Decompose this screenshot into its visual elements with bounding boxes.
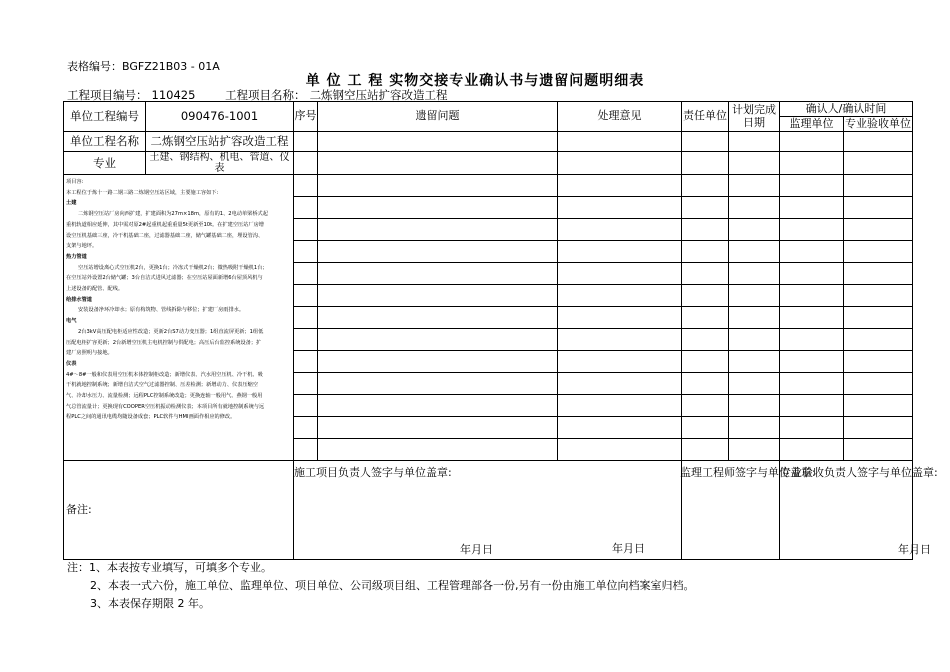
section-line: 建厂房照明与接地。 bbox=[66, 350, 113, 357]
specialty-label: 专业 bbox=[64, 152, 146, 175]
grid-cell[interactable] bbox=[558, 285, 682, 307]
grid-cell[interactable] bbox=[682, 263, 729, 285]
grid-cell[interactable] bbox=[558, 439, 682, 461]
footnote-1: 注：1、本表按专业填写，可填多个专业。 bbox=[67, 561, 272, 574]
grid-cell[interactable] bbox=[318, 439, 558, 461]
content-heading: 项目容: bbox=[66, 179, 84, 185]
grid-cell[interactable] bbox=[558, 351, 682, 373]
project-content-text bbox=[66, 177, 291, 423]
grid-cell[interactable] bbox=[294, 417, 318, 439]
grid-cell[interactable] bbox=[729, 241, 780, 263]
grid-cell[interactable] bbox=[844, 329, 913, 351]
grid-cell[interactable] bbox=[729, 219, 780, 241]
grid-cell[interactable] bbox=[294, 351, 318, 373]
section-line: 支架与地坪。 bbox=[66, 243, 98, 250]
grid-cell[interactable] bbox=[294, 219, 318, 241]
grid-cell[interactable] bbox=[318, 263, 558, 285]
grid-cell[interactable] bbox=[780, 417, 844, 439]
grid-cell[interactable] bbox=[729, 263, 780, 285]
grid-cell[interactable] bbox=[844, 351, 913, 373]
section-line: 安装设备净环冷却水；原有构筑物、管线拆除与移位；扩建厂房雨排水。 bbox=[78, 307, 245, 314]
grid-cell[interactable] bbox=[294, 439, 318, 461]
grid-cell[interactable] bbox=[558, 373, 682, 395]
grid-cell[interactable] bbox=[294, 285, 318, 307]
grid-cell[interactable] bbox=[318, 241, 558, 263]
grid-cell[interactable] bbox=[780, 373, 844, 395]
grid-cell[interactable] bbox=[780, 152, 844, 175]
grid-cell[interactable] bbox=[558, 307, 682, 329]
grid-cell[interactable] bbox=[294, 132, 318, 152]
unit-name-label: 单位工程名称 bbox=[64, 132, 146, 152]
grid-cell[interactable] bbox=[729, 417, 780, 439]
grid-cell[interactable] bbox=[844, 439, 913, 461]
grid-cell[interactable] bbox=[682, 351, 729, 373]
acceptance-signature-box[interactable] bbox=[780, 461, 938, 560]
grid-cell[interactable] bbox=[729, 351, 780, 373]
grid-cell[interactable] bbox=[729, 307, 780, 329]
grid-cell[interactable] bbox=[318, 395, 558, 417]
grid-cell[interactable] bbox=[682, 395, 729, 417]
grid-cell[interactable] bbox=[294, 373, 318, 395]
content-intro: 本工程位于炼十一路二钢三路二炼钢空压站区域，主要施工容如下: bbox=[66, 189, 219, 196]
grid-cell[interactable] bbox=[294, 241, 318, 263]
grid-cell[interactable] bbox=[318, 152, 558, 175]
section-line: 在空压站外设置2台储气罐；3台自洁式进风过滤器；在空压站屋面新增6台屋顶风机与 bbox=[66, 275, 263, 282]
unit-name-value: 二炼钢空压站扩容改造工程 bbox=[146, 132, 294, 152]
grid-cell[interactable] bbox=[318, 197, 558, 219]
grid-cell[interactable] bbox=[844, 132, 913, 152]
grid-cell[interactable] bbox=[729, 197, 780, 219]
grid-cell[interactable] bbox=[294, 307, 318, 329]
grid-cell[interactable] bbox=[318, 351, 558, 373]
grid-cell[interactable] bbox=[729, 329, 780, 351]
grid-cell[interactable] bbox=[294, 395, 318, 417]
grid-cell[interactable] bbox=[844, 417, 913, 439]
grid-cell[interactable] bbox=[318, 175, 558, 197]
section-line: 上述设备的配管、配线。 bbox=[66, 286, 124, 293]
grid-cell[interactable] bbox=[729, 175, 780, 197]
section-line: 2台3kV高压配电柜适应性改造；更新2台S7动力变压器；1组直流屏更新；1组低 bbox=[78, 328, 264, 335]
supervisor-signature-box[interactable] bbox=[680, 461, 816, 560]
supervisor-signature-date: 年月日 bbox=[612, 542, 645, 555]
grid-cell[interactable] bbox=[729, 439, 780, 461]
section-line: 空压站增设离心式空压机2台，更换1台；冷冻式干燥机2台；微热吸附干燥机1台； bbox=[78, 264, 268, 271]
grid-cell[interactable] bbox=[558, 395, 682, 417]
grid-cell[interactable] bbox=[729, 285, 780, 307]
section-line: 气、冷却水压力、流量检测；远程PLC控制系统改造；更换连轴一般用气、燕钢一般用 bbox=[66, 393, 263, 400]
grid-cell[interactable] bbox=[780, 263, 844, 285]
grid-cell[interactable] bbox=[780, 285, 844, 307]
grid-cell[interactable] bbox=[318, 417, 558, 439]
grid-cell[interactable] bbox=[844, 175, 913, 197]
grid-cell[interactable] bbox=[682, 307, 729, 329]
grid-cell[interactable] bbox=[682, 241, 729, 263]
grid-cell[interactable] bbox=[318, 373, 558, 395]
grid-cell[interactable] bbox=[780, 132, 844, 152]
grid-cell[interactable] bbox=[558, 219, 682, 241]
grid-cell[interactable] bbox=[558, 241, 682, 263]
section-title: 土建 bbox=[66, 200, 77, 207]
grid-cell[interactable] bbox=[780, 219, 844, 241]
grid-cell[interactable] bbox=[318, 307, 558, 329]
grid-cell[interactable] bbox=[682, 417, 729, 439]
section-line: 重机轨道相应延伸，其中需对原2#起重机起重重量5t更新至10t。在扩建空压站厂房增 bbox=[66, 221, 264, 228]
section-line: 二炼钢空压站厂房向西扩建，扩建面积为27m×18m，原有的1、2电动单梁桥式起 bbox=[78, 211, 268, 218]
footnotes bbox=[67, 559, 695, 613]
grid-cell[interactable] bbox=[294, 263, 318, 285]
grid-cell[interactable] bbox=[729, 373, 780, 395]
grid-cell[interactable] bbox=[318, 285, 558, 307]
grid-cell[interactable] bbox=[682, 219, 729, 241]
grid-cell[interactable] bbox=[558, 152, 682, 175]
grid-cell[interactable] bbox=[780, 329, 844, 351]
grid-cell[interactable] bbox=[558, 197, 682, 219]
grid-cell[interactable] bbox=[844, 395, 913, 417]
grid-cell[interactable] bbox=[844, 241, 913, 263]
project-name-label: 工程项目名称： bbox=[225, 88, 306, 102]
grid-cell[interactable] bbox=[780, 175, 844, 197]
grid-cell[interactable] bbox=[682, 439, 729, 461]
grid-cell[interactable] bbox=[729, 395, 780, 417]
footnote-2: 2、本表一式六份，施工单位、监理单位、项目单位、公司级项目组、工程管理部各一份,另有一份由施工单位向档案室归档。 bbox=[90, 579, 695, 592]
header-opinion: 处理意见 bbox=[558, 102, 682, 132]
grid-cell[interactable] bbox=[682, 373, 729, 395]
specialty-value: 土建、钢结构、机电、管道、仪表 bbox=[146, 152, 294, 175]
form-code: 表格编号：BGFZ21B03 - 01A bbox=[67, 60, 220, 73]
grid-cell[interactable] bbox=[682, 152, 729, 175]
section-title: 给排水管道 bbox=[66, 296, 92, 303]
grid-cell[interactable] bbox=[294, 175, 318, 197]
section-title: 热力管道 bbox=[66, 253, 87, 260]
header-supervisor: 监理单位 bbox=[780, 117, 844, 132]
header-responsible: 责任单位 bbox=[682, 102, 729, 132]
grid-cell[interactable] bbox=[558, 132, 682, 152]
grid-cell[interactable] bbox=[682, 329, 729, 351]
contractor-signature-label: 施工项目负责人签字与单位盖章: bbox=[294, 466, 452, 479]
grid-cell[interactable] bbox=[780, 351, 844, 373]
grid-cell[interactable] bbox=[558, 263, 682, 285]
grid-cell[interactable] bbox=[844, 373, 913, 395]
grid-cell[interactable] bbox=[318, 132, 558, 152]
grid-cell[interactable] bbox=[558, 175, 682, 197]
grid-cell[interactable] bbox=[729, 132, 780, 152]
project-number-label: 工程项目编号： bbox=[67, 88, 148, 102]
section-line: 干机就地控制系统；新增自洁式空气过滤器控制、压差检测；新增动力、仪表压缩空 bbox=[66, 382, 258, 389]
section-line: 气总管流量计；更换现有COOPER空压机振动检测仪表；本项目所有就地控制系统与远 bbox=[66, 403, 265, 410]
acceptance-signature-label: 专业验收负责人签字与单位盖章: bbox=[780, 466, 938, 479]
grid-cell[interactable] bbox=[294, 329, 318, 351]
contractor-signature-date: 年月日 bbox=[460, 542, 493, 556]
header-planned-date: 计划完成日期 bbox=[729, 102, 780, 132]
grid-cell[interactable] bbox=[294, 197, 318, 219]
acceptance-signature-date: 年月日 bbox=[898, 542, 931, 556]
header-issue: 遗留问题 bbox=[318, 102, 558, 132]
unit-number-label: 单位工程编号 bbox=[64, 102, 146, 132]
grid-cell[interactable] bbox=[318, 219, 558, 241]
unit-number-value: 090476-1001 bbox=[146, 102, 294, 132]
grid-cell[interactable] bbox=[682, 285, 729, 307]
grid-cell[interactable] bbox=[844, 307, 913, 329]
grid-cell[interactable] bbox=[682, 132, 729, 152]
header-acceptance: 专业验收单位 bbox=[845, 116, 911, 130]
grid-cell[interactable] bbox=[558, 417, 682, 439]
section-title: 电气 bbox=[66, 318, 77, 325]
project-content-cell bbox=[64, 175, 294, 461]
document-title: 单 位 工 程 实物交接专业确认书与遗留问题明细表 bbox=[305, 73, 645, 89]
grid-cell[interactable] bbox=[558, 329, 682, 351]
project-name-value: 二炼钢空压站扩容改造工程 bbox=[309, 88, 448, 102]
section-line: 4#～8#一般和仪表用空压机本体控制柜改造；新增仪表、汽水用空压机、冷干机、吸 bbox=[66, 371, 263, 378]
header-confirm-group: 确认人/确认时间 bbox=[780, 102, 913, 117]
grid-cell[interactable] bbox=[780, 307, 844, 329]
footnote-3: 3、本表保存期限 2 年。 bbox=[90, 597, 210, 610]
section-line: 压配电柜扩容更新；2台新增空压机主电机控制与供配电；高压后台监控系统设备；扩 bbox=[66, 339, 262, 346]
grid-cell[interactable] bbox=[780, 439, 844, 461]
grid-cell[interactable] bbox=[318, 329, 558, 351]
header-seq: 序号 bbox=[294, 102, 318, 132]
section-line: 程PLC之间的通讯电缆均随设备成套；PLC软件与HMI画面作相应的修改。 bbox=[66, 414, 236, 421]
main-form-table bbox=[63, 101, 938, 560]
supervisor-signature-label: 监理工程师签字与单位盖章: bbox=[680, 466, 816, 479]
grid-cell[interactable] bbox=[780, 197, 844, 219]
grid-cell[interactable] bbox=[780, 241, 844, 263]
grid-cell[interactable] bbox=[729, 152, 780, 175]
grid-cell[interactable] bbox=[844, 285, 913, 307]
grid-cell[interactable] bbox=[682, 175, 729, 197]
grid-cell[interactable] bbox=[682, 197, 729, 219]
grid-cell[interactable] bbox=[294, 152, 318, 175]
notes-cell: 备注: bbox=[64, 461, 294, 560]
grid-cell[interactable] bbox=[844, 263, 913, 285]
section-line: 设空压机基础三座，冷干机基础二座，过滤器基础二座，储气罐基础二座，埋设管沟、 bbox=[66, 232, 264, 239]
grid-cell[interactable] bbox=[780, 395, 844, 417]
grid-cell[interactable] bbox=[844, 197, 913, 219]
grid-cell[interactable] bbox=[844, 219, 913, 241]
project-number-value: 110425 bbox=[151, 88, 196, 102]
grid-cell[interactable] bbox=[844, 152, 913, 175]
section-title: 仪表 bbox=[66, 360, 77, 367]
